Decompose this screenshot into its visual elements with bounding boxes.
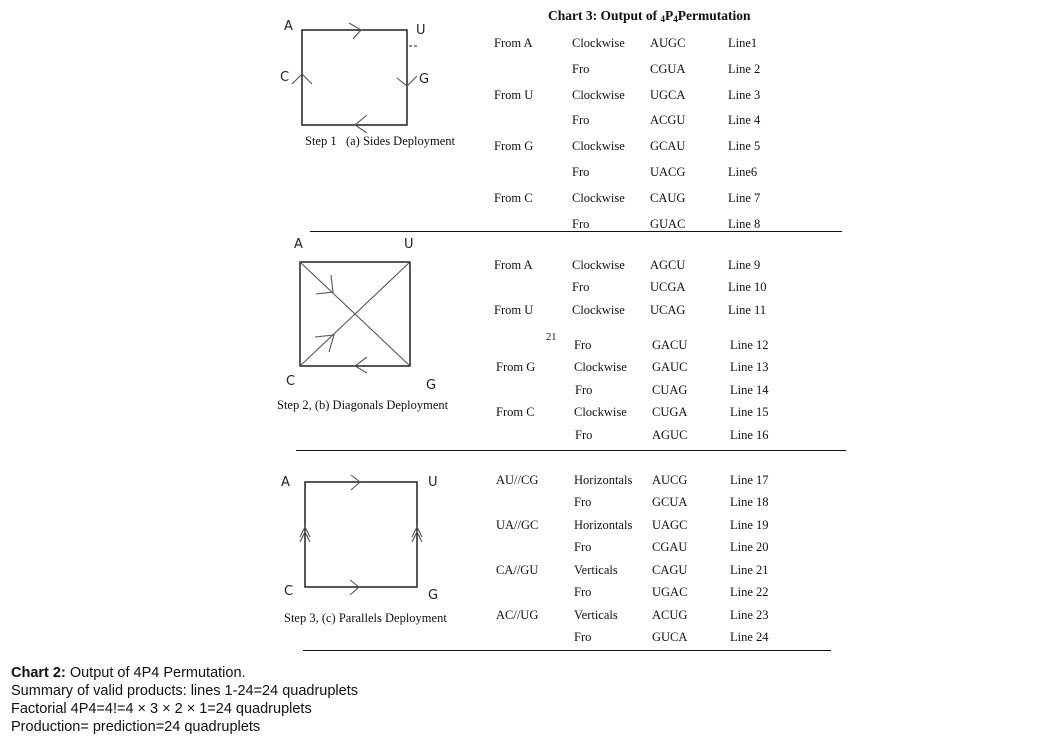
table-cell-seq: CAUG (650, 191, 686, 205)
arrow-left-icon (355, 115, 367, 133)
table-cell-dir: Fro (572, 113, 590, 127)
table-cell-line: Line 22 (730, 585, 769, 599)
table-cell-line: Line 17 (730, 473, 769, 487)
table-cell-seq: CAGU (652, 563, 688, 577)
table-cell-dir: Clockwise (574, 360, 627, 374)
caption-line: Production= prediction=24 quadruplets (11, 719, 261, 735)
section-divider (310, 231, 842, 232)
table-cell-line: Line 19 (730, 518, 769, 532)
table-cell-line: Line 14 (730, 383, 769, 397)
table-cell-seq: CGUA (650, 62, 686, 76)
table-cell-seq: AGCU (650, 258, 686, 272)
table-cell-line: Line 4 (728, 113, 761, 127)
vertex-label-c: C (284, 584, 294, 599)
table-cell-dir: Fro (575, 383, 593, 397)
section-divider (303, 650, 831, 651)
table-cell-from: From G (496, 360, 536, 374)
table-cell-line: Line 15 (730, 405, 769, 419)
sides-square (302, 30, 407, 125)
table-cell-seq: UGAC (652, 585, 688, 599)
table-cell-line: Line 13 (730, 360, 769, 374)
table-cell-dir: Clockwise (574, 405, 627, 419)
table-cell-seq: UCGA (650, 280, 686, 294)
table-cell-from: From U (494, 88, 534, 102)
arrow-right-icon (349, 23, 361, 39)
table-cell-from: From G (494, 139, 534, 153)
table-cell-line: Line1 (728, 36, 758, 50)
table-cell-dir: Clockwise (572, 258, 625, 272)
table-cell-dir: Clockwise (572, 139, 625, 153)
table-cell-dir: Fro (572, 217, 590, 231)
table-cell-line: Line 20 (730, 540, 769, 554)
table-cell-from: From U (494, 303, 534, 317)
table-cell-dir: Clockwise (572, 36, 625, 50)
table-cell-dir: Fro (574, 540, 592, 554)
vertex-label-u: U (428, 475, 438, 490)
table-cell-seq: GUAC (650, 217, 686, 231)
table-cell-line: Line 11 (728, 303, 767, 317)
parallels-square (305, 482, 417, 587)
table-cell-line: Line 16 (730, 428, 769, 442)
arrow-left-icon (355, 357, 367, 373)
table-cell-seq: UCAG (650, 303, 686, 317)
section-divider (296, 450, 846, 451)
table-cell-seq: GCUA (652, 495, 688, 509)
vertex-label-u: U (404, 237, 414, 252)
table-cell-line: Line 5 (728, 139, 761, 153)
vertex-label-a: A (281, 475, 290, 490)
table-cell-from: CA//GU (496, 563, 539, 577)
table-cell-line: Line 7 (728, 191, 761, 205)
table-cell-line: Line 23 (730, 608, 769, 622)
table-cell-seq: AGUC (652, 428, 688, 442)
table-cell-seq: ACGU (650, 113, 686, 127)
table-cell-seq: GAUC (652, 360, 688, 374)
diagram-caption: Step 2, (b) Diagonals Deployment (277, 398, 449, 412)
chart3-title: Chart 3: Output of $_4P_4Permutation$ (548, 8, 751, 24)
table-cell-line: Line 10 (728, 280, 767, 294)
table-cell-line: Line 24 (730, 630, 769, 644)
table-cell-dir: Fro (572, 165, 590, 179)
table-cell-from: From A (494, 258, 533, 272)
table-cell-seq: AUCG (652, 473, 688, 487)
diagram-caption: Step 1 (a) Sides Deployment (305, 134, 455, 148)
vertex-label-a: A (284, 19, 293, 34)
table-cell-from: AU//CG (496, 473, 539, 487)
table-cell-seq: GACU (652, 338, 688, 352)
table-cell-line: Line 3 (728, 88, 761, 102)
vertex-label-g: G (426, 378, 437, 393)
table-cell-seq: GUCA (652, 630, 688, 644)
table-cell-seq: UAGC (652, 518, 688, 532)
table-cell-seq: ACUG (652, 608, 688, 622)
table-cell-seq: AUGC (650, 36, 686, 50)
table-cell-dir: Fro (574, 585, 592, 599)
vertex-label-c: C (280, 70, 290, 85)
table-cell-line: Line 8 (728, 217, 761, 231)
table-cell-line: Line 12 (730, 338, 769, 352)
table-cell-line: Line 9 (728, 258, 761, 272)
table-cell-from: UA//GC (496, 518, 539, 532)
table-cell-seq: CUGA (652, 405, 688, 419)
table-cell-dir: Fro (575, 428, 593, 442)
table-cell-dir: Clockwise (572, 303, 625, 317)
table-cell-from: From C (494, 191, 533, 205)
table-cell-seq: GCAU (650, 139, 686, 153)
table-cell-dir: Fro (574, 495, 592, 509)
chart2-caption: Chart 2: Output of 4P4 Permutation. Summary of valid products: lines 1-24=24 quadruplets Factorial 4P4=4!=4 × 3 × 2 × 1=24 quadruplets Production= prediction=24 quadruplets (11, 665, 358, 735)
caption-label: Chart 2: (11, 665, 66, 681)
table-cell-dir: Verticals (574, 608, 618, 622)
page-number: 21 (546, 332, 557, 343)
table-cell-dir: Fro (572, 62, 590, 76)
table-cell-dir: Horizontals (574, 473, 633, 487)
caption-line: Factorial 4P4=4!=4 × 3 × 2 × 1=24 quadruplets (11, 701, 312, 717)
table-cell-dir: Clockwise (572, 191, 625, 205)
table-cell-seq: CGAU (652, 540, 688, 554)
table-cell-line: Line6 (728, 165, 758, 179)
table-cell-seq: UGCA (650, 88, 686, 102)
vertex-label-u: U (416, 23, 426, 38)
table-cell-from: From A (494, 36, 533, 50)
table-cell-dir: Fro (572, 280, 590, 294)
vertex-label-g: G (428, 588, 439, 603)
table-cell-dir: Clockwise (572, 88, 625, 102)
table-cell-dir: Fro (574, 630, 592, 644)
table-cell-from: From C (496, 405, 535, 419)
table-cell-line: Line 18 (730, 495, 769, 509)
caption-line: Summary of valid products: lines 1-24=24 quadruplets (11, 683, 358, 699)
table-cell-seq: CUAG (652, 383, 688, 397)
vertex-label-g: G (419, 72, 430, 87)
table-cell-dir: Horizontals (574, 518, 633, 532)
diagram-caption: Step 3, (c) Parallels Deployment (284, 611, 447, 625)
table-cell-seq: UACG (650, 165, 686, 179)
table-cell-from: AC//UG (496, 608, 539, 622)
vertex-label-c: C (286, 374, 296, 389)
table-cell-line: Line 2 (728, 62, 761, 76)
table-cell-dir: Fro (574, 338, 592, 352)
table-cell-line: Line 21 (730, 563, 769, 577)
table-cell-dir: Verticals (574, 563, 618, 577)
vertex-label-a: A (294, 237, 303, 252)
